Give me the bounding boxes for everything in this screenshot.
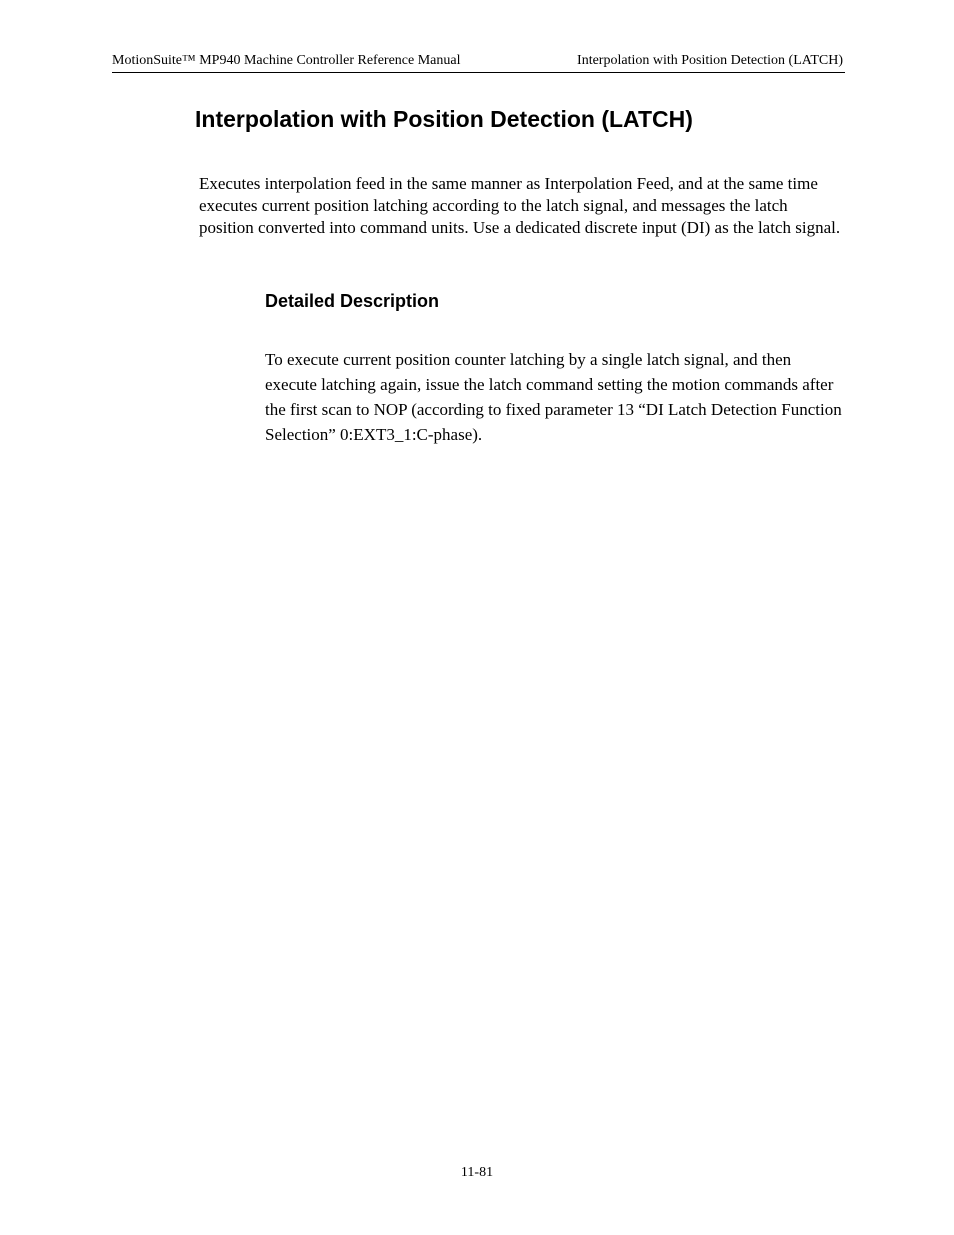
detailed-description-paragraph: To execute current position counter latching by a single latch signal, and then execute latching again, issue the latch command setting the motion commands after the first scan to NOP (according to fixed parameter 13 “DI Latch Detection Function Selection” 0:EXT3_1:C-phase).: [265, 350, 842, 444]
manual-title: MotionSuite™ MP940 Machine Controller Reference Manual: [112, 53, 461, 68]
page-number: 11-81: [460, 1165, 494, 1180]
detailed-description-heading: Detailed Description: [265, 291, 440, 311]
section-title: Interpolation with Position Detection (LATCH): [195, 106, 693, 132]
running-header: [112, 52, 845, 72]
intro-paragraph: Executes interpolation feed in the same manner as Interpolation Feed, and at the same time executes current position latching according to the latch signal, and messages the latch position converted into command units. Use a dedicated discrete input (DI) as the latch signal.: [199, 174, 841, 237]
header-divider: [112, 72, 845, 73]
chapter-section-title: Interpolation with Position Detection (LATCH): [577, 53, 843, 68]
